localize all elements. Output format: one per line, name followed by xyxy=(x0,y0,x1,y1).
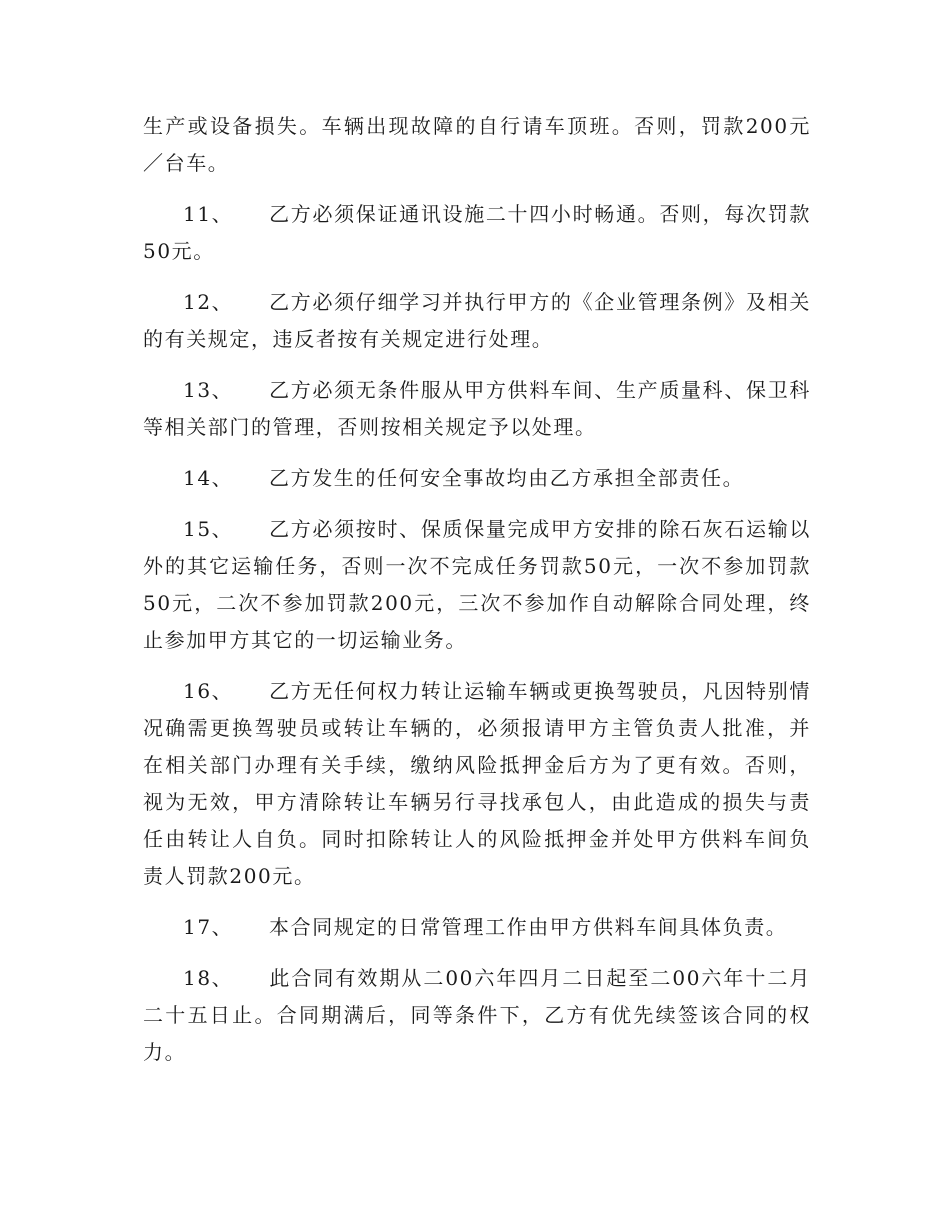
clause-text: 乙方无任何权力转让运输车辆或更换驾驶员，凡因特别情况确需更换驾驶员或转让车辆的，必须报请甲方主管负责人批准，并在相关部门办理有关手续，缴纳风险抵押金后方为了更有效。否则，视为无效，甲方清除转让车辆另行寻找承包人，由此造成的损失与责任由转让人自负。同时扣除转让人的风险抵押金并处甲方供料车间负责人罚款200元。 xyxy=(143,679,811,888)
clause-number: 12、 xyxy=(183,290,234,314)
paragraph-continuation xyxy=(143,108,811,182)
clause-number: 16、 xyxy=(183,679,234,703)
clause-number: 11、 xyxy=(183,202,234,226)
clause-number: 13、 xyxy=(183,378,234,402)
clause-text: 此合同有效期从二00六年四月二日起至二00六年十二月二十五日止。合同期满后，同等条件下，乙方有优先续签该合同的权力。 xyxy=(143,966,811,1064)
clause-16 xyxy=(143,673,811,895)
clause-14 xyxy=(143,460,811,497)
clause-number: 18、 xyxy=(183,966,234,990)
clause-text: 乙方必须保证通讯设施二十四小时畅通。否则，每次罚款50元。 xyxy=(143,202,811,263)
paragraph-text: 生产或设备损失。车辆出现故障的自行请车顶班。否则，罚款200元／台车。 xyxy=(143,114,811,175)
clause-11 xyxy=(143,196,811,270)
clause-number: 17、 xyxy=(183,915,234,939)
clause-text: 本合同规定的日常管理工作由甲方供料车间具体负责。 xyxy=(269,915,788,939)
clause-number: 14、 xyxy=(183,466,234,490)
clause-text: 乙方必须仔细学习并执行甲方的《企业管理条例》及相关的有关规定，违反者按有关规定进行处理。 xyxy=(143,290,811,351)
clause-17 xyxy=(143,909,811,946)
clause-text: 乙方发生的任何安全事故均由乙方承担全部责任。 xyxy=(269,466,745,490)
document-body xyxy=(143,108,811,1085)
clause-text: 乙方必须按时、保质保量完成甲方安排的除石灰石运输以外的其它运输任务，否则一次不完成任务罚款50元，一次不参加罚款50元，二次不参加罚款200元，三次不参加作自动解除合同处理，终止参加甲方其它的一切运输业务。 xyxy=(143,517,811,652)
clause-number: 15、 xyxy=(183,517,234,541)
clause-text: 乙方必须无条件服从甲方供料车间、生产质量科、保卫科等相关部门的管理，否则按相关规定予以处理。 xyxy=(143,378,811,439)
clause-18 xyxy=(143,960,811,1071)
clause-13 xyxy=(143,372,811,446)
clause-15 xyxy=(143,511,811,659)
clause-12 xyxy=(143,284,811,358)
